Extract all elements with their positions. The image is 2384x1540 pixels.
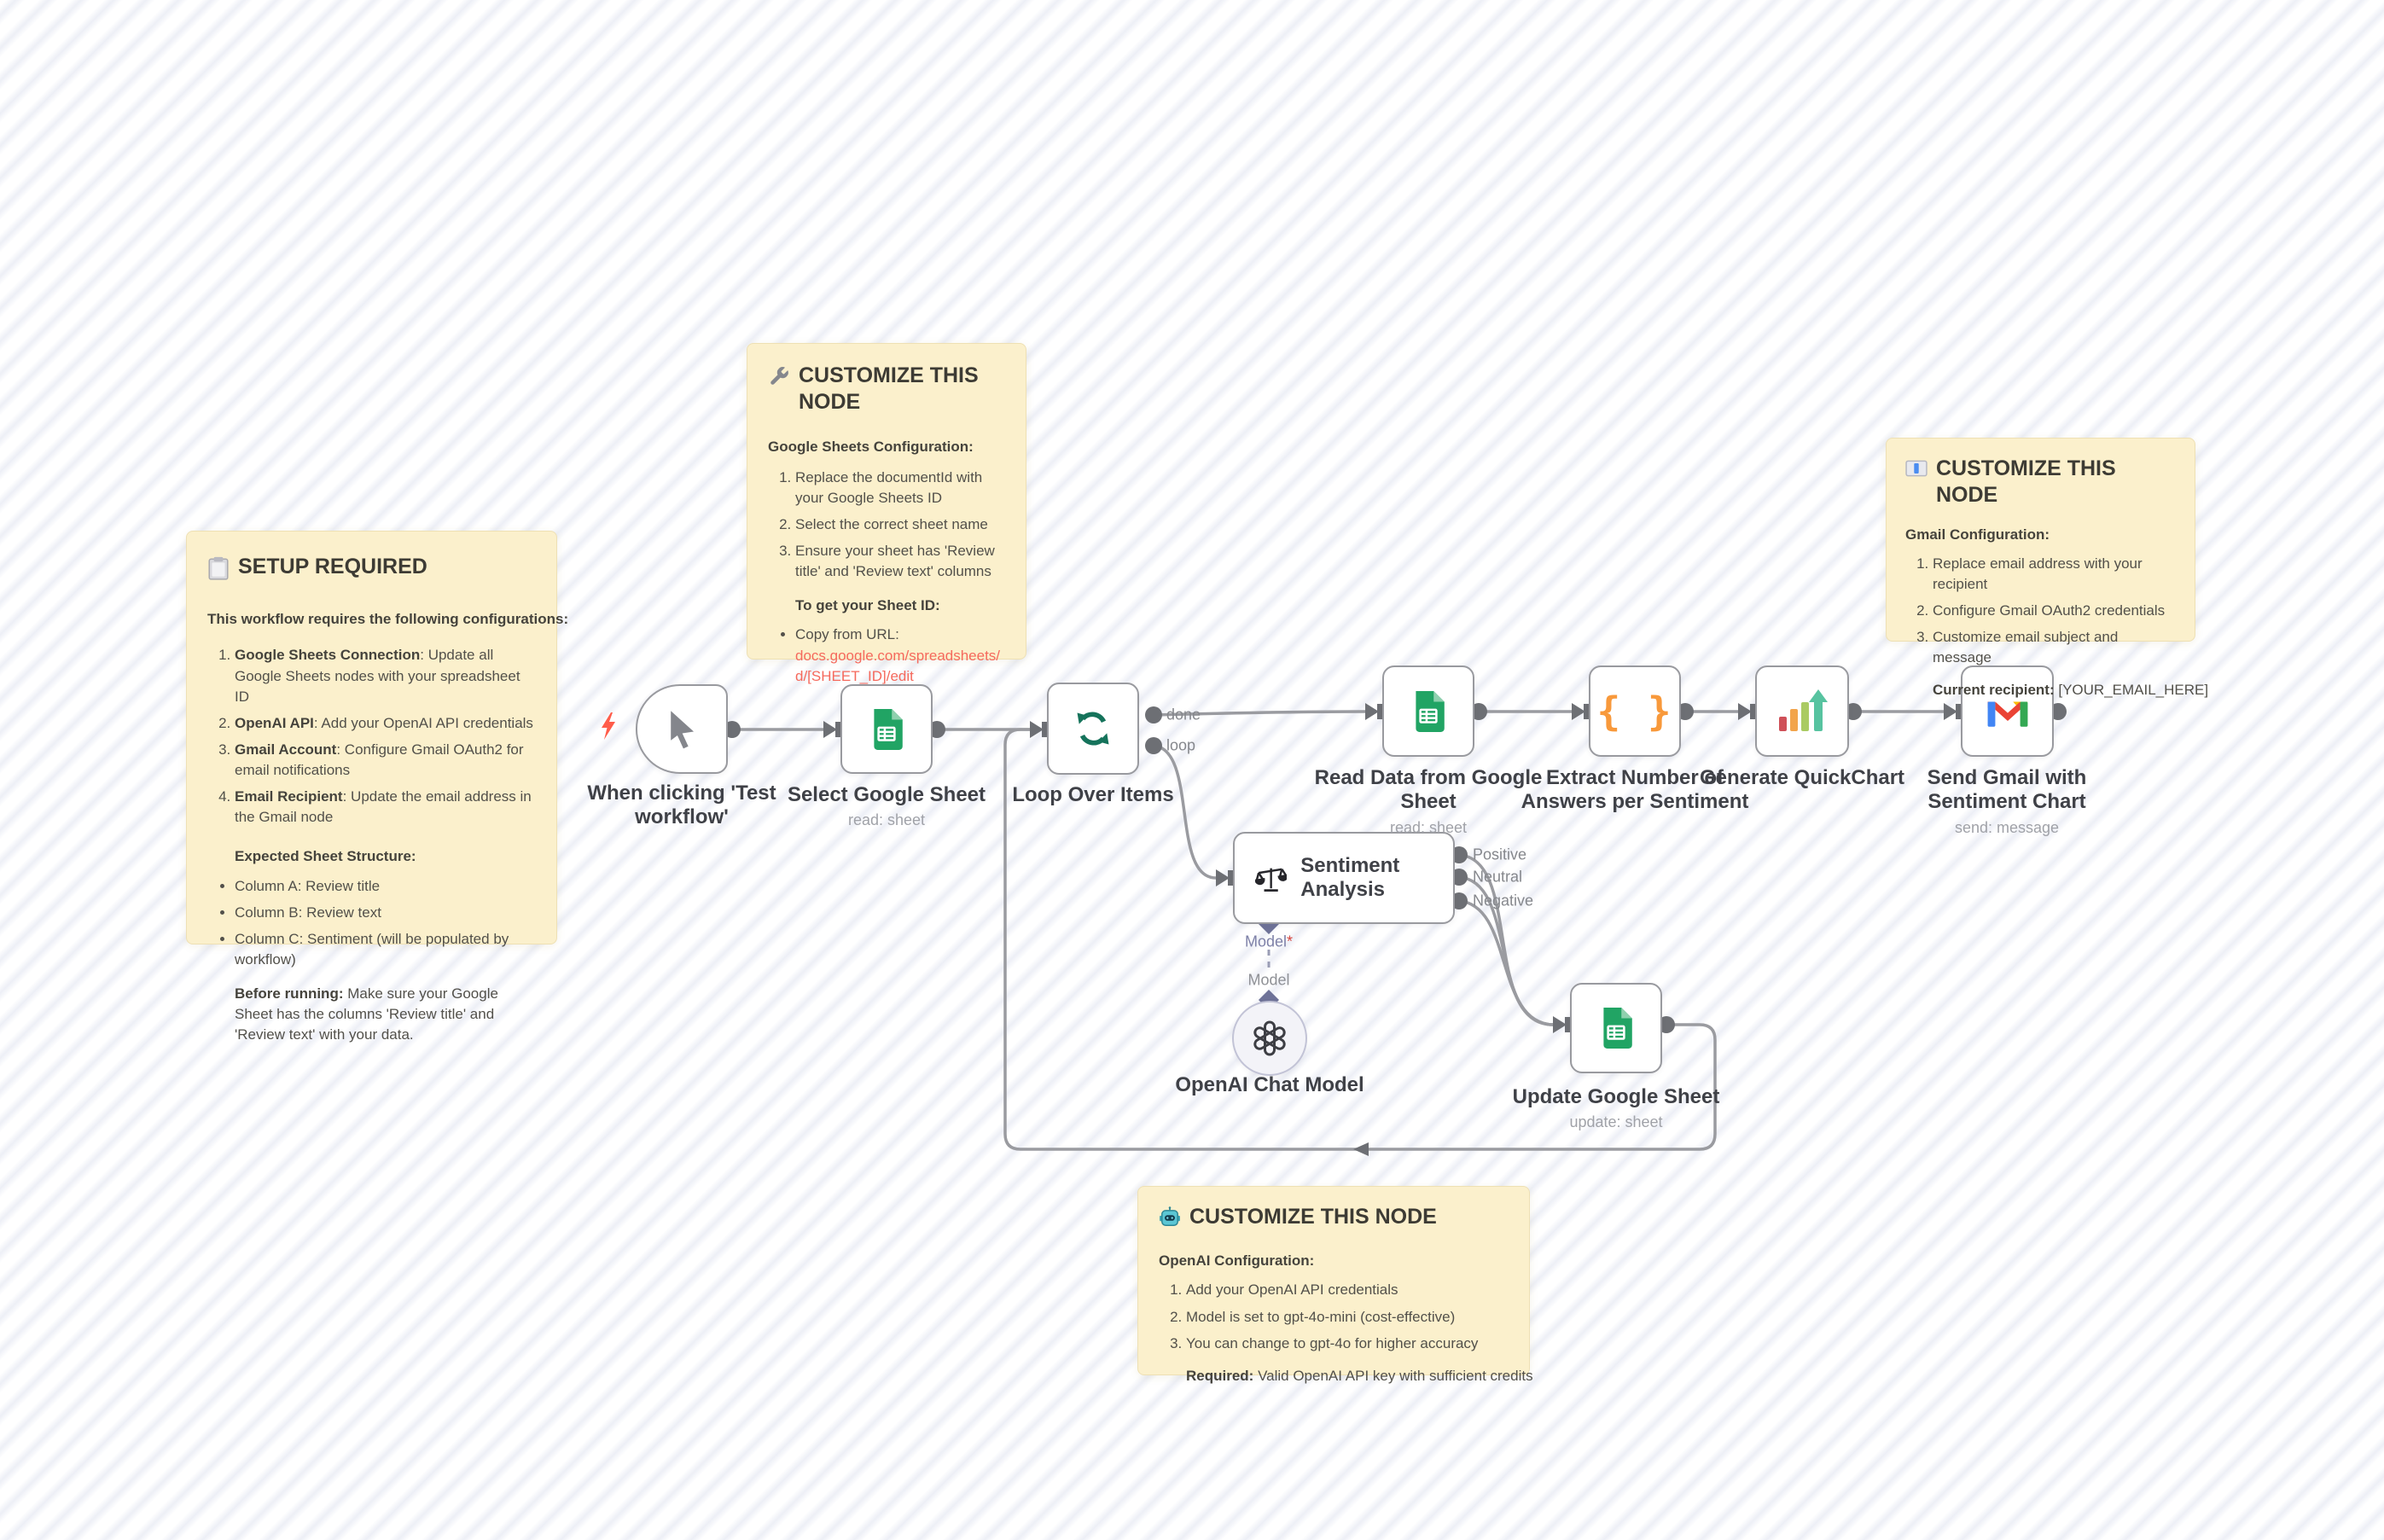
google-sheets-icon — [1412, 691, 1445, 732]
robot-icon — [1159, 1206, 1181, 1235]
sticky-setup-structure-list — [207, 876, 536, 971]
label-manual-trigger: When clicking 'Test workflow' — [587, 782, 776, 829]
sticky-note-sheets-config[interactable] — [747, 343, 1026, 684]
sticky-sheets-title: CUSTOMIZE THIS NODE — [799, 363, 979, 415]
node-read-data-google-sheet[interactable] — [1382, 665, 1474, 757]
sticky-note-gmail-config[interactable] — [1886, 438, 2209, 699]
node-send-gmail[interactable] — [1961, 665, 2054, 757]
sticky-gmail-footer: Current recipient: [YOUR_EMAIL_HERE] — [1933, 682, 2209, 699]
email-icon — [1905, 458, 1928, 485]
list-item: • Column A: Review title — [235, 876, 536, 897]
node-update-google-sheet[interactable] — [1570, 983, 1662, 1073]
code-braces-icon: { } — [1596, 688, 1673, 735]
sticky-setup-structure-heading: Expected Sheet Structure: — [235, 848, 416, 865]
sticky-openai-footer: Required: Valid OpenAI API key with sufficient credits — [1186, 1367, 1533, 1384]
conn-loop-loop-sentiment — [1154, 746, 1216, 878]
sticky-openai-list — [1159, 1280, 1515, 1353]
loop-icon — [1072, 707, 1114, 750]
scales-icon — [1255, 860, 1287, 896]
label-send-gmail: Send Gmail with Sentiment Chart send: message — [1927, 766, 2087, 836]
list-item: 1. Replace the documentId with your Google Sheets ID — [795, 468, 1005, 508]
sticky-setup-title-row — [207, 554, 536, 587]
node-openai-chat-model[interactable] — [1232, 1001, 1307, 1076]
sticky-gmail-heading: Gmail Configuration: — [1905, 526, 2050, 543]
sentiment-node-title: Sentiment Analysis — [1300, 854, 1400, 901]
list-item: 3. Ensure your sheet has 'Review title' and 'Review text' columns — [795, 541, 1005, 582]
list-item: 2. Select the correct sheet name — [795, 514, 1005, 535]
sticky-sheets-heading: Google Sheets Configuration: — [768, 438, 974, 455]
clipboard-icon — [207, 556, 230, 587]
node-manual-trigger[interactable] — [636, 684, 728, 774]
label-openai-chat-model: OpenAI Chat Model — [1175, 1073, 1364, 1096]
sticky-sheets-bullets — [768, 625, 1005, 686]
list-item: • Copy from URL: docs.google.com/spreadsheets/d/[SHEET_ID]/edit — [795, 625, 1005, 686]
sticky-openai-title-row — [1159, 1204, 1515, 1235]
sticky-sheets-title-row — [768, 363, 1005, 416]
sticky-gmail-title-row — [1905, 456, 2176, 509]
sticky-setup-footer: Before running: Make sure your Google Sheet has the columns 'Review title' and 'Review text' with your data. — [235, 985, 498, 1043]
sticky-setup-intro: This workflow requires the following configurations: — [207, 611, 569, 628]
sticky-sheets-list — [768, 468, 1005, 583]
google-sheets-icon — [1600, 1008, 1632, 1049]
port-label-done: done — [1166, 706, 1201, 724]
sticky-setup-title: SETUP REQUIRED — [238, 555, 427, 578]
sticky-note-openai-config[interactable] — [1137, 1186, 1533, 1384]
wrench-icon — [768, 365, 790, 394]
node-extract-answers[interactable] — [1589, 665, 1681, 757]
list-item: 2. OpenAI API: Add your OpenAI API credentials — [235, 713, 536, 734]
google-sheets-icon — [870, 709, 903, 750]
label-generate-quickchart: Generate QuickChart — [1699, 766, 1905, 789]
port-label-negative: Negative — [1473, 892, 1534, 909]
label-loop-over-items: Loop Over Items — [1012, 783, 1174, 806]
list-item: 3. Gmail Account: Configure Gmail OAuth2 for email notifications — [235, 740, 536, 781]
port-label-positive: Positive — [1473, 846, 1527, 863]
sticky-openai-title: CUSTOMIZE THIS NODE — [1189, 1205, 1437, 1229]
sticky-gmail-title: CUSTOMIZE THIS NODE — [1936, 456, 2116, 508]
label-select-google-sheet: Select Google Sheet read: sheet — [787, 783, 986, 829]
list-item: • Column C: Sentiment (will be populated by workflow) — [235, 929, 536, 970]
list-item: 1. Google Sheets Connection: Update all Google Sheets nodes with your spreadsheet ID — [235, 645, 536, 706]
label-read-data: Read Data from Google Sheet read: sheet — [1314, 766, 1543, 836]
node-select-google-sheet[interactable] — [840, 684, 933, 774]
sheet-url-link[interactable]: docs.google.com/spreadsheets/d/[SHEET_ID]/edit — [795, 647, 1001, 684]
list-item: 3. Customize email subject and message — [1933, 627, 2176, 668]
openai-icon — [1251, 1020, 1288, 1057]
port-label-model: Model — [1247, 971, 1290, 989]
label-extract-answers: Extract Number of Answers per Sentiment — [1521, 766, 1749, 814]
list-item: 2. Configure Gmail OAuth2 credentials — [1933, 601, 2176, 621]
trigger-bolt-icon — [600, 712, 617, 740]
node-generate-quickchart[interactable] — [1755, 665, 1849, 757]
list-item: • Column B: Review text — [235, 903, 536, 923]
port-label-neutral: Neutral — [1473, 868, 1523, 886]
cursor-icon — [664, 710, 700, 749]
list-item: 2. Model is set to gpt-4o-mini (cost-effective) — [1186, 1307, 1515, 1328]
list-item: 1. Replace email address with your recipient — [1933, 554, 2176, 595]
list-item: 1. Add your OpenAI API credentials — [1186, 1280, 1515, 1300]
node-sentiment-analysis[interactable] — [1233, 832, 1455, 924]
list-item: 3. You can change to gpt-4o for higher accuracy — [1186, 1334, 1515, 1354]
sticky-note-setup[interactable] — [186, 531, 569, 1043]
list-item: 4. Email Recipient: Update the email address in the Gmail node — [235, 787, 536, 828]
port-label-model-required: Model* — [1244, 933, 1294, 950]
port-label-loop: loop — [1166, 736, 1196, 754]
label-update-google-sheet: Update Google Sheet update: sheet — [1512, 1085, 1720, 1131]
loopback-arrow — [1353, 1142, 1369, 1156]
sticky-gmail-list — [1905, 554, 2176, 669]
sticky-setup-list — [207, 645, 536, 828]
sticky-sheets-subheading: To get your Sheet ID: — [795, 597, 940, 614]
bar-chart-icon — [1776, 688, 1829, 735]
sticky-openai-heading: OpenAI Configuration: — [1159, 1252, 1315, 1270]
node-loop-over-items[interactable] — [1047, 683, 1139, 775]
